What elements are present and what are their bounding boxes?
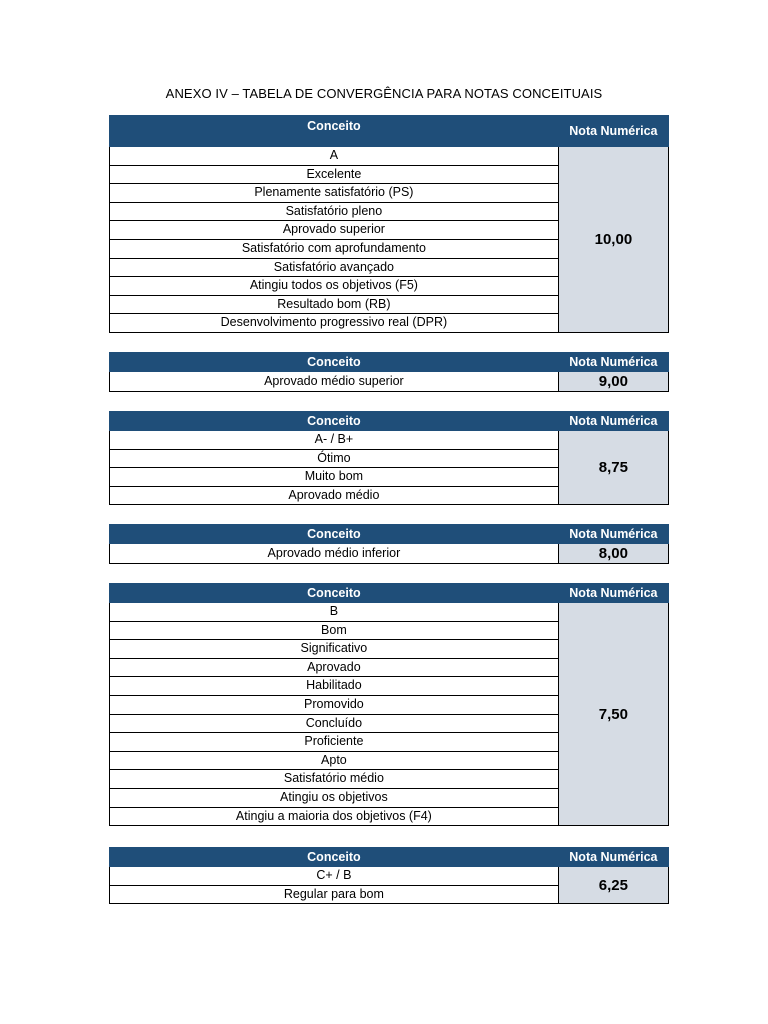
grade-value-cell: 8,75 bbox=[558, 431, 668, 505]
grade-table bbox=[109, 583, 669, 826]
concept-column-header: Conceito bbox=[110, 116, 559, 147]
grade-column-header: Nota Numérica bbox=[558, 353, 668, 372]
table-header-row bbox=[110, 525, 669, 544]
concept-cell: Proficiente bbox=[110, 733, 559, 752]
grade-table bbox=[109, 847, 669, 904]
grade-value-cell: 10,00 bbox=[558, 147, 668, 333]
concept-cell: Apto bbox=[110, 751, 559, 770]
grade-column-header: Nota Numérica bbox=[558, 116, 668, 147]
table-row bbox=[110, 372, 669, 392]
concept-cell: Satisfatório avançado bbox=[110, 258, 559, 277]
concept-cell: C+ / B bbox=[110, 867, 559, 886]
concept-cell: Resultado bom (RB) bbox=[110, 295, 559, 314]
grade-value-cell: 9,00 bbox=[558, 372, 668, 392]
table-row bbox=[110, 867, 669, 886]
concept-cell: Aprovado superior bbox=[110, 221, 559, 240]
concept-cell: Ótimo bbox=[110, 449, 559, 468]
concept-cell: Satisfatório com aprofundamento bbox=[110, 239, 559, 258]
table-header-row bbox=[110, 848, 669, 867]
concept-cell: A- / B+ bbox=[110, 431, 559, 450]
concept-column-header: Conceito bbox=[110, 412, 559, 431]
concept-cell: Atingiu todos os objetivos (F5) bbox=[110, 277, 559, 296]
table-row bbox=[110, 603, 669, 622]
concept-cell: Bom bbox=[110, 621, 559, 640]
concept-cell: Aprovado médio superior bbox=[110, 372, 559, 392]
table-row bbox=[110, 431, 669, 450]
concept-column-header: Conceito bbox=[110, 584, 559, 603]
concept-cell: Regular para bom bbox=[110, 885, 559, 904]
concept-cell: Promovido bbox=[110, 695, 559, 714]
grade-table bbox=[109, 524, 669, 564]
concept-cell: Atingiu os objetivos bbox=[110, 788, 559, 807]
concept-cell: Aprovado médio bbox=[110, 486, 559, 505]
concept-cell: Excelente bbox=[110, 165, 559, 184]
concept-column-header: Conceito bbox=[110, 525, 559, 544]
concept-cell: Aprovado médio inferior bbox=[110, 544, 559, 564]
concept-column-header: Conceito bbox=[110, 848, 559, 867]
concept-cell: Satisfatório pleno bbox=[110, 202, 559, 221]
concept-cell: Aprovado bbox=[110, 658, 559, 677]
table-header-row bbox=[110, 116, 669, 147]
concept-cell: A bbox=[110, 147, 559, 166]
grade-column-header: Nota Numérica bbox=[558, 412, 668, 431]
table-header-row bbox=[110, 353, 669, 372]
grade-table bbox=[109, 115, 669, 333]
grade-column-header: Nota Numérica bbox=[558, 848, 668, 867]
grade-value-cell: 8,00 bbox=[558, 544, 668, 564]
document-title: ANEXO IV – TABELA DE CONVERGÊNCIA PARA NOTAS CONCEITUAIS bbox=[165, 86, 603, 101]
grade-table bbox=[109, 352, 669, 392]
table-header-row bbox=[110, 584, 669, 603]
concept-column-header: Conceito bbox=[110, 353, 559, 372]
concept-cell: Concluído bbox=[110, 714, 559, 733]
table-header-row bbox=[110, 412, 669, 431]
concept-cell: Atingiu a maioria dos objetivos (F4) bbox=[110, 807, 559, 826]
grade-value-cell: 6,25 bbox=[558, 867, 668, 904]
grade-column-header: Nota Numérica bbox=[558, 525, 668, 544]
concept-cell: Significativo bbox=[110, 640, 559, 659]
grade-value-cell: 7,50 bbox=[558, 603, 668, 826]
table-row bbox=[110, 544, 669, 564]
concept-cell: Satisfatório médio bbox=[110, 770, 559, 789]
concept-cell: Habilitado bbox=[110, 677, 559, 696]
concept-cell: Plenamente satisfatório (PS) bbox=[110, 184, 559, 203]
concept-cell: B bbox=[110, 603, 559, 622]
concept-cell: Desenvolvimento progressivo real (DPR) bbox=[110, 314, 559, 333]
grade-column-header: Nota Numérica bbox=[558, 584, 668, 603]
grade-table bbox=[109, 411, 669, 505]
concept-cell: Muito bom bbox=[110, 468, 559, 487]
table-row bbox=[110, 147, 669, 166]
